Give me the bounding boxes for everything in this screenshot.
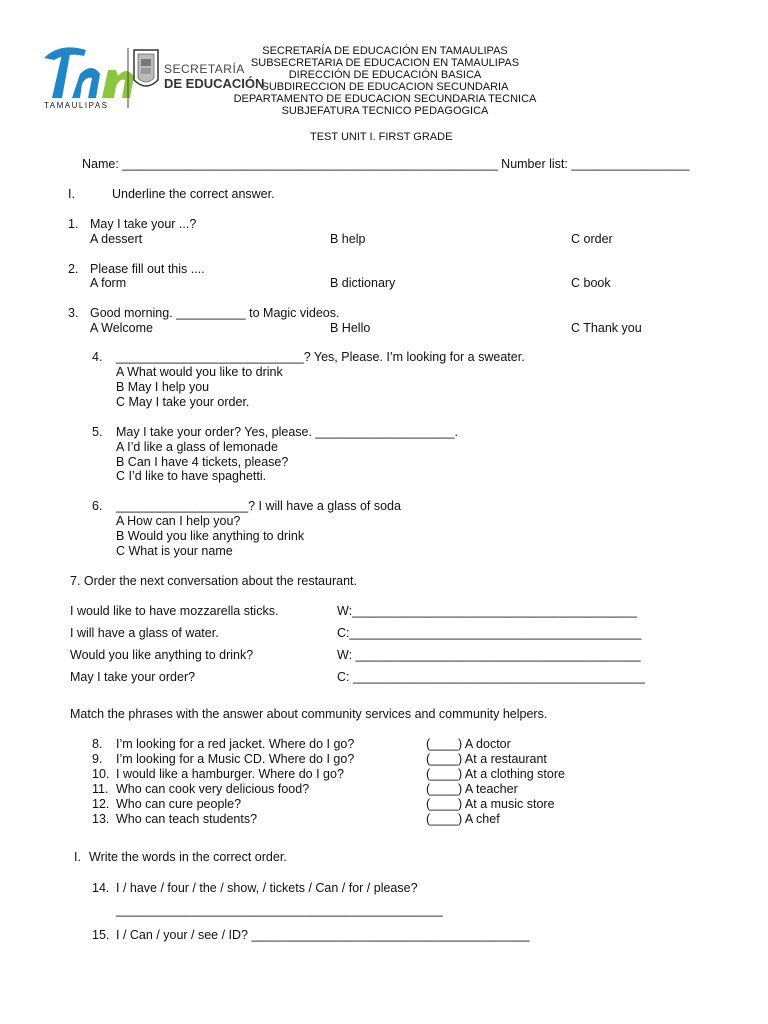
question-text: Please fill out this ....	[90, 262, 205, 276]
question-text: Good morning. __________ to Magic videos.	[90, 306, 340, 320]
conversation-answer-line: W:_________________________________________	[337, 604, 638, 618]
question-number: 5.	[92, 425, 103, 439]
header-line: SUBSECRETARIA DE EDUCACION EN TAMAULIPAS	[250, 57, 520, 69]
option-c: C order	[571, 232, 613, 246]
question-number: 2.	[68, 262, 79, 276]
question-number: 15.	[92, 928, 110, 942]
match-answer: (____) At a clothing store	[426, 767, 565, 781]
option-b: B help	[330, 232, 366, 246]
header-line: SUBDIRECCION DE EDUCACION SECUNDARIA	[261, 81, 509, 93]
header-line: DIRECCIÓN DE EDUCACIÓN BASICA	[288, 69, 482, 81]
option-b: B Would you like anything to drink	[116, 529, 305, 543]
header-line: SUBJEFATURA TECNICO PEDAGOGICA	[281, 105, 489, 117]
match-question: Who can cook very delicious food?	[116, 782, 310, 796]
question-text: I / Can / your / see / ID? ________________________________________	[116, 928, 530, 942]
section-number: I.	[68, 187, 75, 201]
option-b: B Can I have 4 tickets, please?	[116, 455, 289, 469]
answer-line: _______________________________________________	[116, 903, 443, 917]
question-number: 4.	[92, 350, 103, 364]
test-title: TEST UNIT I. FIRST GRADE	[310, 131, 453, 143]
match-question: I would like a hamburger. Where do I go?	[116, 767, 344, 781]
match-number: 9.	[92, 752, 103, 766]
match-number: 10.	[92, 767, 110, 781]
section-instruction: Underline the correct answer.	[112, 187, 275, 201]
tamaulipas-logo	[40, 40, 265, 112]
option-c: C What is your name	[116, 544, 233, 558]
option-c: C Thank you	[571, 321, 642, 335]
match-number: 12.	[92, 797, 110, 811]
match-number: 13.	[92, 812, 110, 826]
match-number: 8.	[92, 737, 103, 751]
option-b: B Hello	[330, 321, 371, 335]
header-line: DEPARTAMENTO DE EDUCACION SECUNDARIA TECNICA	[233, 93, 537, 105]
option-c: C I’d like to have spaghetti.	[116, 469, 267, 483]
match-answer: (____) A teacher	[426, 782, 518, 796]
conversation-line: I would like to have mozzarella sticks.	[70, 604, 279, 618]
section-number: I.	[74, 850, 81, 864]
match-question: Who can teach students?	[116, 812, 258, 826]
question-text: I / have / four / the / show, / tickets / Can / for / please?	[116, 881, 418, 895]
q7-title: 7. Order the next conversation about the restaurant.	[70, 574, 357, 588]
name-line: Name: ______________________________________________________ Number list: _________________	[82, 157, 690, 171]
option-a: A I’d like a glass of lemonade	[116, 440, 278, 454]
tamaulipas-logo-text: TAMAULIPAS	[44, 101, 109, 110]
question-number: 3.	[68, 306, 79, 320]
match-answer: (____) At a music store	[426, 797, 555, 811]
option-b: B dictionary	[330, 276, 396, 290]
logo-secretaria-text: SECRETARÍA	[164, 62, 245, 76]
question-number: 6.	[92, 499, 103, 513]
conversation-line: Would you like anything to drink?	[70, 648, 254, 662]
match-question: I’m looking for a red jacket. Where do I go?	[116, 737, 355, 751]
header-institution-lines	[230, 45, 540, 117]
conversation-answer-line: W: _________________________________________	[337, 648, 641, 662]
logo-de-educacion-text: DE EDUCACIÓN	[164, 76, 265, 91]
option-a: A What would you like to drink	[116, 365, 283, 379]
section-instruction: Write the words in the correct order.	[89, 850, 287, 864]
question-text: May I take your ...?	[90, 217, 197, 231]
conversation-answer-line: C: __________________________________________	[337, 670, 645, 684]
conversation-line: I will have a glass of water.	[70, 626, 219, 640]
match-title: Match the phrases with the answer about community services and community helpers.	[70, 707, 548, 721]
question-text: ___________________________? Yes, Please. I’m looking for a sweater.	[116, 350, 525, 364]
match-answer: (____) A doctor	[426, 737, 511, 751]
header-line: SECRETARÍA DE EDUCACIÓN EN TAMAULIPAS	[262, 45, 508, 57]
option-a: A dessert	[90, 232, 143, 246]
match-answer: (____) A chef	[426, 812, 500, 826]
match-number: 11.	[92, 782, 109, 796]
question-number: 1.	[68, 217, 79, 231]
conversation-answer-line: C:__________________________________________	[337, 626, 642, 640]
match-question: I’m looking for a Music CD. Where do I go?	[116, 752, 355, 766]
option-c: C May I take your order.	[116, 395, 250, 409]
option-b: B May I help you	[116, 380, 210, 394]
option-a: A How can I help you?	[116, 514, 241, 528]
match-question: Who can cure people?	[116, 797, 242, 811]
conversation-line: May I take your order?	[70, 670, 196, 684]
option-a: A Welcome	[90, 321, 153, 335]
question-number: 14.	[92, 881, 110, 895]
option-a: A form	[90, 276, 127, 290]
question-text: ___________________? I will have a glass of soda	[116, 499, 401, 513]
option-c: C book	[571, 276, 611, 290]
question-text: May I take your order? Yes, please. ____________________.	[116, 425, 458, 439]
match-answer: (____) At a restaurant	[426, 752, 547, 766]
